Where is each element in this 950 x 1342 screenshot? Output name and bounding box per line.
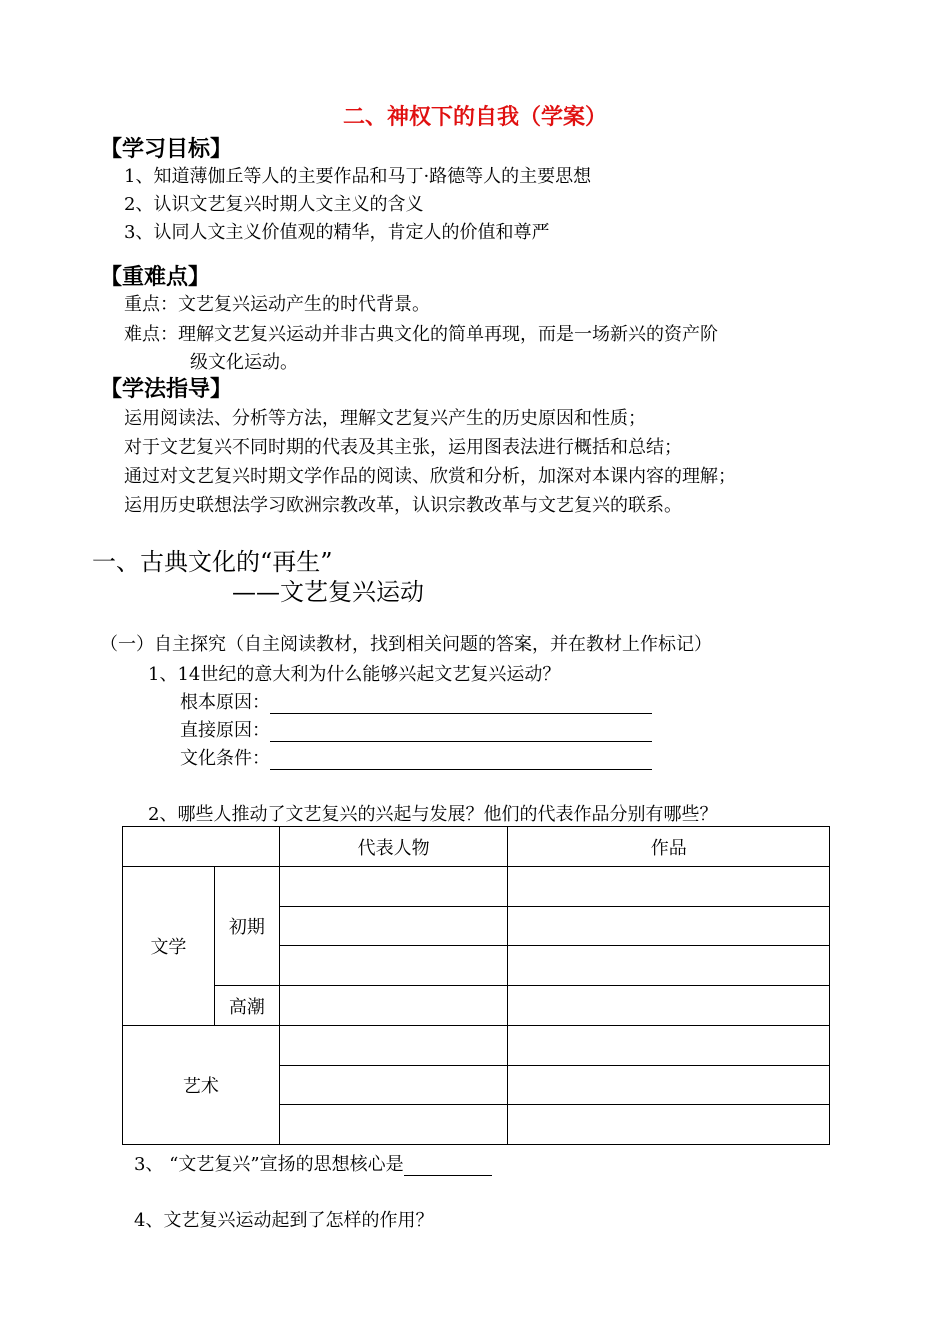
table-cell-person[interactable] [279,1066,508,1105]
table-cell-person[interactable] [279,867,508,907]
difficulty-text-cont: 级文化运动。 [190,352,298,373]
focus-text: 重点：文艺复兴运动产生的时代背景。 [124,294,430,315]
page-title: 二、神权下的自我（学案） [342,104,607,130]
answer-blank[interactable] [270,693,652,714]
answer-blank[interactable] [270,749,652,770]
part-title: 一、古典文化的“再生” [92,548,333,576]
method-item: 运用阅读法、分析等方法，理解文艺复兴产生的历史原因和性质； [124,408,646,429]
table-cell-person[interactable] [279,986,508,1026]
field-label: 根本原因： [180,692,270,713]
answer-field-root-cause[interactable] [180,688,652,714]
objective-item: 3、认同人文主义价值观的精华，肯定人的价值和尊严 [124,222,550,243]
table-cell-works[interactable] [508,986,830,1026]
table-cell-works[interactable] [508,1066,830,1105]
table-header-person: 代表人物 [279,827,508,867]
field-label: 直接原因： [180,720,270,741]
question-1: 1、14世纪的意大利为什么能够兴起文艺复兴运动？ [148,664,561,685]
method-item: 对于文艺复兴不同时期的代表及其主张，运用图表法进行概括和总结； [124,437,682,458]
question-3[interactable] [134,1150,492,1176]
table-cell-works[interactable] [508,867,830,907]
part-subtitle: ——文艺复兴运动 [232,578,424,606]
table-cell-works[interactable] [508,907,830,946]
key-points-heading: 【重难点】 [100,264,211,290]
category-literature: 文学 [123,867,215,1026]
table-cell-works[interactable] [508,1105,830,1145]
table-header-blank [123,827,280,867]
answer-field-direct-cause[interactable] [180,716,652,742]
objectives-heading: 【学习目标】 [100,136,233,162]
question-2: 2、哪些人推动了文艺复兴的兴起与发展？他们的代表作品分别有哪些？ [148,804,718,825]
table-cell-person[interactable] [279,946,508,986]
method-item: 通过对文艺复兴时期文学作品的阅读、欣赏和分析，加深对本课内容的理解； [124,466,736,487]
period-early: 初期 [214,867,279,986]
table-cell-works[interactable] [508,946,830,986]
answer-field-culture-condition[interactable] [180,744,652,770]
table-cell-person[interactable] [279,907,508,946]
table-cell-person[interactable] [279,1105,508,1145]
methods-heading: 【学法指导】 [100,376,233,402]
category-art: 艺术 [123,1026,280,1145]
difficulty-text: 难点：理解文艺复兴运动并非古典文化的简单再现，而是一场新兴的资产阶 [124,324,718,345]
question-4: 4、文艺复兴运动起到了怎样的作用？ [134,1210,434,1231]
table-header-works: 作品 [508,827,830,867]
method-item: 运用历史联想法学习欧洲宗教改革，认识宗教改革与文艺复兴的联系。 [124,495,682,516]
question-3-text: 3、 “文艺复兴”宣扬的思想核心是 [134,1154,404,1175]
field-label: 文化条件： [180,748,270,769]
period-peak: 高潮 [214,986,279,1026]
answer-blank[interactable] [270,721,652,742]
table-cell-person[interactable] [279,1026,508,1066]
answer-blank[interactable] [404,1155,492,1176]
objective-item: 2、认识文艺复兴时期人文主义的含义 [124,194,424,215]
renaissance-table [122,826,830,1145]
objective-item: 1、知道薄伽丘等人的主要作品和马丁·路德等人的主要思想 [124,166,592,187]
table-cell-works[interactable] [508,1026,830,1066]
inquiry-heading: （一）自主探究（自主阅读教材，找到相关问题的答案，并在教材上作标记） [100,634,712,655]
